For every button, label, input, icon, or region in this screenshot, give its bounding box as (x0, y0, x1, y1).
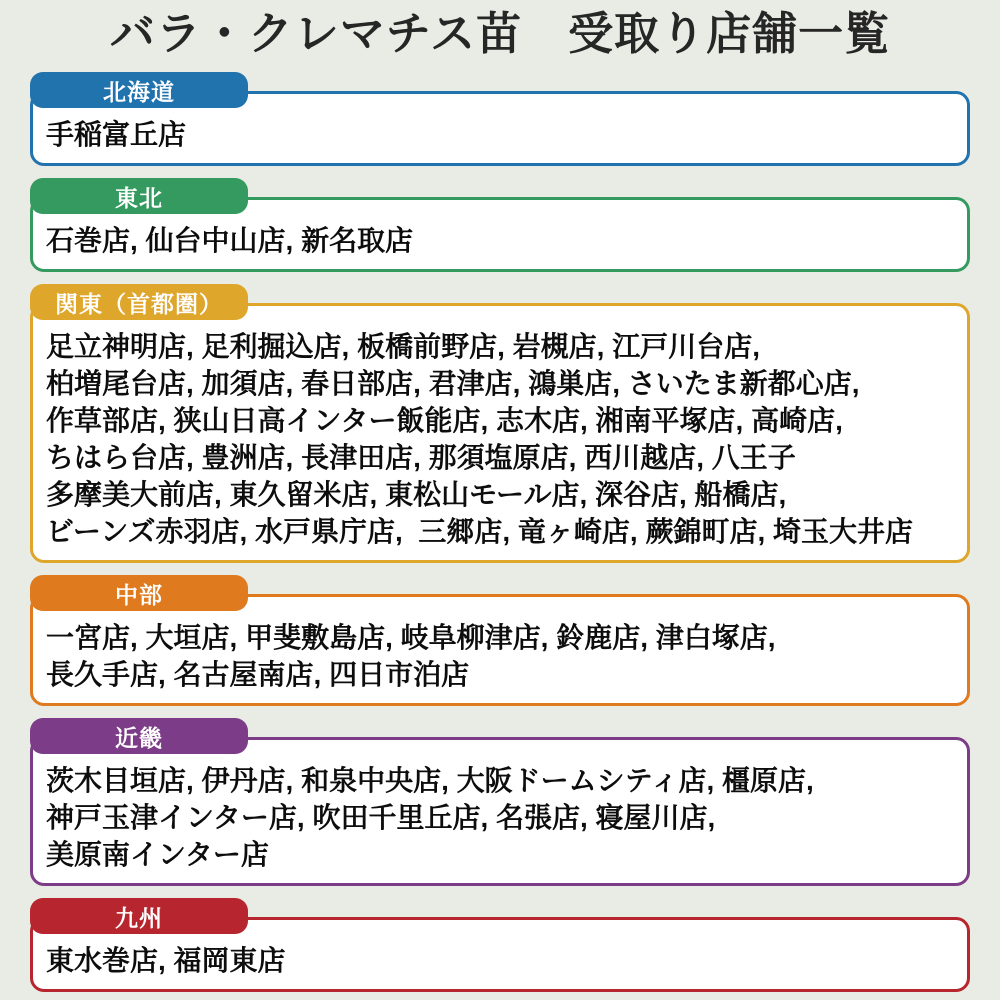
region-label-hokkaido: 北海道 (30, 72, 248, 108)
store-list (46, 222, 954, 259)
store-line: 作草部店, 狭山日高インター飯能店, 志木店, 湘南平塚店, 高崎店, (46, 405, 843, 436)
store-line: 茨木目垣店, 伊丹店, 和泉中央店, 大阪ドームシティ店, 橿原店, (46, 765, 814, 796)
store-list (46, 942, 954, 979)
store-line: 手稲富丘店 (46, 119, 187, 150)
store-list (46, 328, 954, 550)
store-line: 神戸玉津インター店, 吹田千里丘店, 名張店, 寝屋川店, (46, 802, 716, 833)
store-list (46, 619, 954, 693)
store-line: 一宮店, 大垣店, 甲斐敷島店, 岐阜柳津店, 鈴鹿店, 津白塚店, (46, 622, 776, 653)
region-section-tohoku (30, 178, 970, 272)
store-line: 東水巻店, 福岡東店 (46, 945, 286, 976)
region-label-kanto: 関東（首都圏） (30, 284, 248, 320)
region-section-kinki (30, 718, 970, 886)
store-line: 美原南インター店 (46, 839, 269, 870)
store-line: 多摩美大前店, 東久留米店, 東松山モール店, 深谷店, 船橋店, (46, 479, 787, 510)
store-line: ちはら台店, 豊洲店, 長津田店, 那須塩原店, 西川越店, 八王子 (46, 442, 796, 473)
region-store-box-kanto (30, 303, 970, 563)
page-title: バラ・クレマチス苗 受取り店舗一覧 (109, 8, 891, 59)
region-store-box-kinki (30, 737, 970, 886)
store-line: 柏増尾台店, 加須店, 春日部店, 君津店, 鴻巣店, さいたま新都心店, (46, 368, 860, 399)
region-section-chubu (30, 575, 970, 706)
store-line: ビーンズ赤羽店, 水戸県庁店, 三郷店, 竜ヶ崎店, 蕨錦町店, 埼玉大井店 (46, 516, 914, 547)
region-label-kinki: 近畿 (30, 718, 248, 754)
store-line: 足立神明店, 足利掘込店, 板橋前野店, 岩槻店, 江戸川台店, (46, 331, 761, 362)
region-label-chubu: 中部 (30, 575, 248, 611)
region-section-kyushu (30, 898, 970, 992)
store-line: 長久手店, 名古屋南店, 四日市泊店 (46, 659, 470, 690)
region-label-tohoku: 東北 (30, 178, 248, 214)
store-list (46, 762, 954, 873)
store-list (46, 116, 954, 153)
region-section-kanto (30, 284, 970, 563)
region-label-kyushu: 九州 (30, 898, 248, 934)
region-section-hokkaido (30, 72, 970, 166)
store-line: 石巻店, 仙台中山店, 新名取店 (46, 225, 414, 256)
